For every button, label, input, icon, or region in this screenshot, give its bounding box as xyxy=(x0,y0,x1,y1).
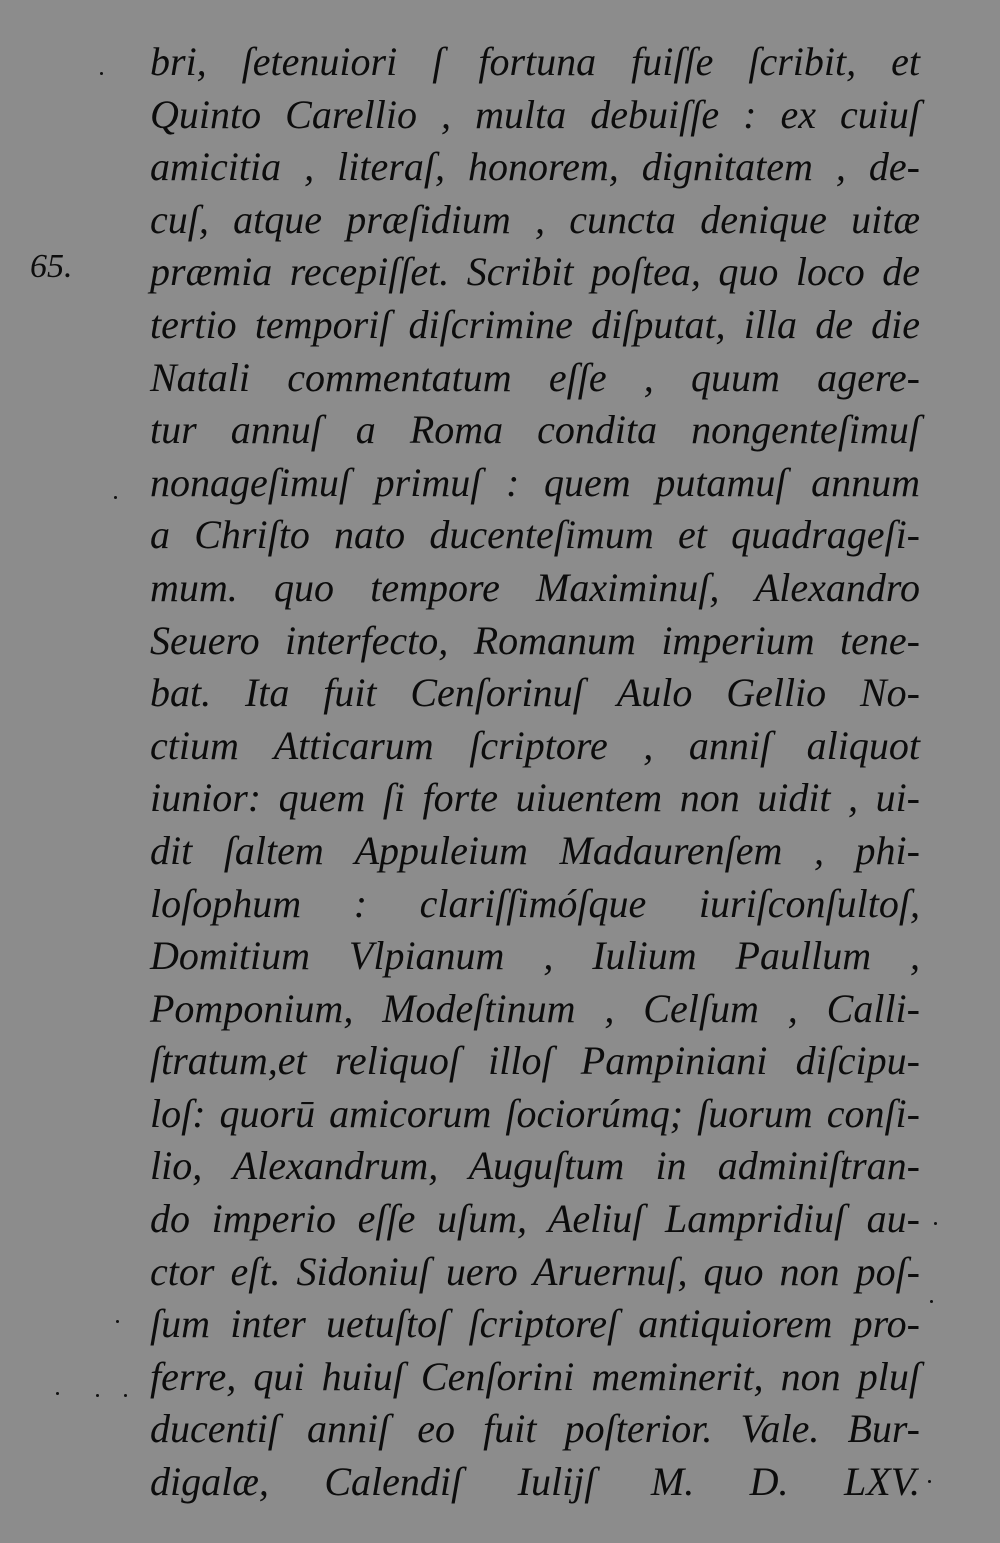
text-line: ducentiſ anniſ eo fuit poſterior. Vale. Bur- xyxy=(150,1406,920,1452)
text-line: præmia recepiſſet. Scribit poſtea, quo loco de xyxy=(150,249,920,295)
text-line: Domitium Vlpianum , Iulium Paullum , xyxy=(150,933,920,979)
print-speck xyxy=(56,1392,59,1395)
text-line: Natali commentatum eſſe , quum agere- xyxy=(150,354,920,400)
text-line: lio, Alexandrum, Auguſtum in adminiſtran- xyxy=(150,1143,920,1189)
text-line: iunior: quem ſi forte uiuentem non uidit , ui- xyxy=(150,775,920,821)
print-speck xyxy=(124,1394,127,1397)
text-line-last: digalæ, Calendiſ Iulijſ M. D. LXV. xyxy=(150,1459,920,1505)
text-line: bri, ſetenuiori ſ fortuna fuiſſe ſcribit, et xyxy=(150,39,920,84)
text-line: Quinto Carellio , multa debuiſſe : ex cuiuſ xyxy=(150,91,920,137)
print-speck xyxy=(934,1222,937,1225)
text-line: tertio temporiſ diſcrimine diſputat, illa de die xyxy=(150,301,920,347)
text-line: ferre, qui huiuſ Cenſorini meminerit, non pluſ xyxy=(150,1353,920,1399)
print-speck xyxy=(930,1300,933,1303)
print-speck xyxy=(100,72,103,75)
text-line: loſ: quorū amicorum ſociorúmq; ſuorum conſi- xyxy=(150,1090,920,1136)
margin-note: 65. xyxy=(30,248,73,285)
text-line: Pomponium, Modeſtinum , Celſum , Calli- xyxy=(150,985,920,1031)
text-line: ſtratum,et reliquoſ illoſ Pampiniani diſcipu- xyxy=(150,1038,920,1084)
text-line: loſophum : clariſſimóſque iuriſconſultoſ, xyxy=(150,880,920,926)
text-line: dit ſaltem Appuleium Madaurenſem , phi- xyxy=(150,827,920,873)
text-line: do imperio eſſe uſum, Aeliuſ Lampridiuſ au- xyxy=(150,1196,920,1242)
text-line: mum. quo tempore Maximinuſ, Alexandro xyxy=(150,564,920,610)
print-speck xyxy=(928,1480,931,1483)
body-text xyxy=(150,36,920,1509)
text-line: bat. Ita fuit Cenſorinuſ Aulo Gellio No- xyxy=(150,670,920,716)
text-line: a Chriſto nato ducenteſimum et quadrageſi- xyxy=(150,512,920,558)
print-speck xyxy=(96,1394,99,1397)
text-line: ſum inter uetuſtoſ ſcriptoreſ antiquiorem pro- xyxy=(150,1301,920,1347)
text-line: amicitia , literaſ, honorem, dignitatem , de- xyxy=(150,144,920,190)
text-line: ctor eſt. Sidoniuſ uero Aruernuſ, quo non poſ- xyxy=(150,1248,920,1294)
text-line: tur annuſ a Roma condita nongenteſimuſ xyxy=(150,407,920,453)
text-line: Seuero interfecto, Romanum imperium tene- xyxy=(150,617,920,663)
text-line: ctium Atticarum ſcriptore , anniſ aliquot xyxy=(150,722,920,768)
text-line: cuſ, atque præſidium , cuncta denique uitæ xyxy=(150,196,920,242)
print-speck xyxy=(116,1320,119,1323)
print-speck xyxy=(114,496,117,499)
text-line: nonageſimuſ primuſ : quem putamuſ annum xyxy=(150,459,920,505)
